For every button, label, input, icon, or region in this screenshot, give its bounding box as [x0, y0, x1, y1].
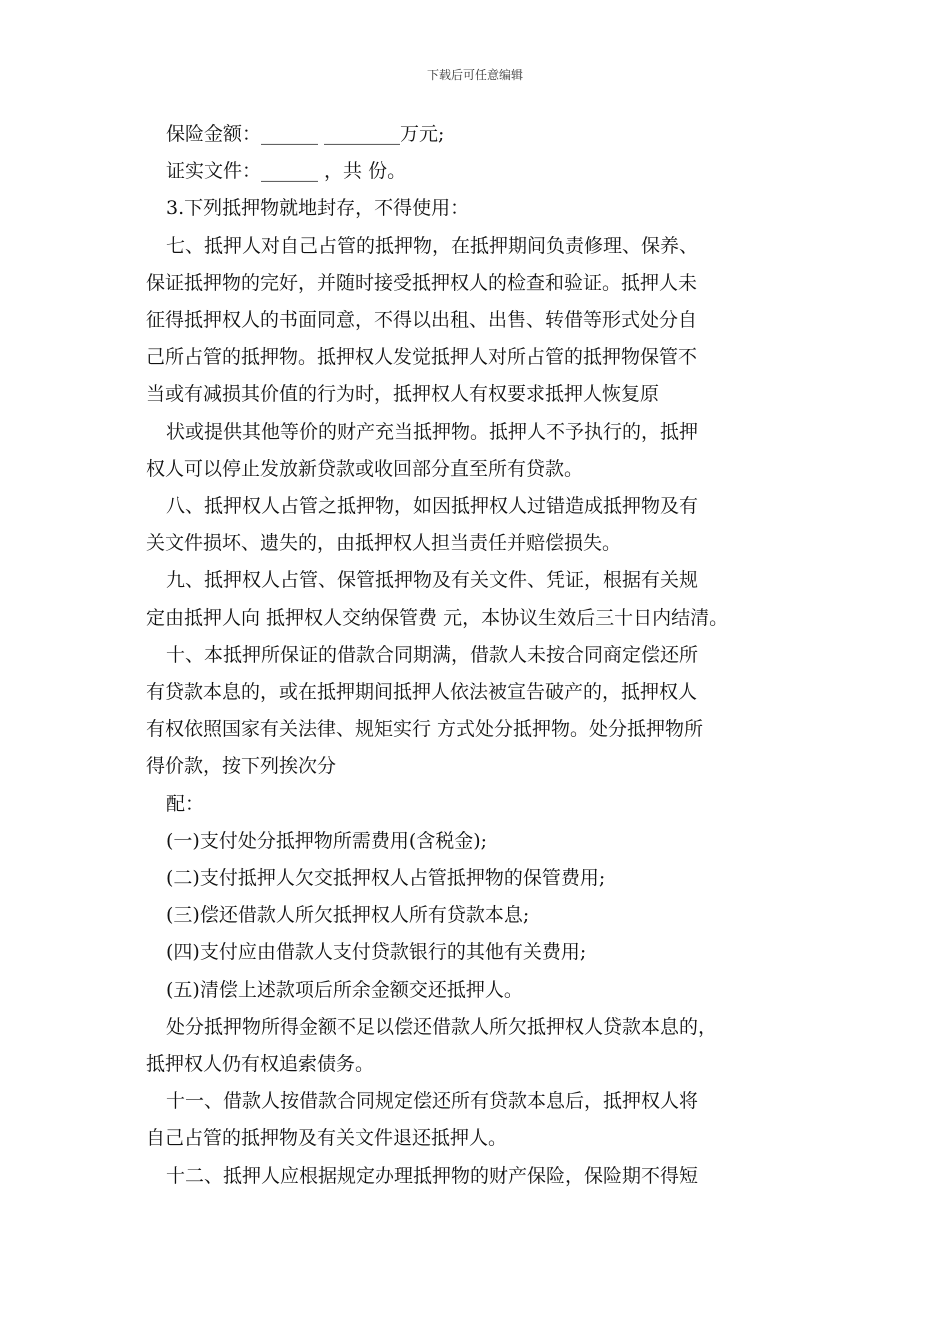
text-line: (四)支付应由借款人支付贷款银行的其他有关费用; [166, 941, 587, 964]
text-line: (三)偿还借款人所欠抵押权人所有贷款本息; [166, 904, 530, 927]
text-line: 当或有减损其价值的行为时，抵押权人有权要求抵押人恢复原 [146, 383, 660, 406]
page-header: 下载后可任意编辑 [426, 68, 523, 82]
text-line: 有权依照国家有关法律、规矩实行 方式处分抵押物。处分抵押物所 [146, 718, 704, 741]
text-line: 得价款，按下列挨次分 [146, 755, 337, 778]
text-line: 七、抵押人对自己占管的抵押物，在抵押期间负责修理、保养、 [166, 234, 699, 257]
text-line: 权人可以停止发放新贷款或收回部分直至所有贷款。 [146, 457, 584, 480]
text-line: 保证抵押物的完好，并随时接受抵押权人的检查和验证。抵押人未 [146, 271, 698, 294]
text-line: 十二、抵押人应根据规定办理抵押物的财产保险，保险期不得短 [166, 1164, 699, 1187]
text-line: 己所占管的抵押物。抵押权人发觉抵押人对所占管的抵押物保管不 [146, 346, 698, 369]
text-line: 状或提供其他等价的财产充当抵押物。抵押人不予执行的，抵押 [166, 420, 699, 443]
text-line: (二)支付抵押人欠交抵押权人占管抵押物的保管费用; [166, 867, 606, 890]
text-line: (一)支付处分抵押物所需费用(含税金); [166, 829, 488, 852]
text-line: 处分抵押物所得金额不足以偿还借款人所欠抵押权人贷款本息的， [166, 1015, 718, 1038]
text-line: 九、抵押权人占管、保管抵押物及有关文件、凭证，根据有关规 [166, 569, 699, 592]
text-line: 保险金额：______ ________万元; [166, 123, 445, 145]
text-line: 证实文件：______ ，共 份。 [166, 160, 407, 183]
text-line: 自己占管的抵押物及有关文件退还抵押人。 [146, 1127, 508, 1150]
text-line: 配： [166, 792, 205, 815]
text-line: 关文件损坏、遗失的，由抵押权人担当责任并赔偿损失。 [146, 532, 622, 555]
text-line: 3.下列抵押物就地封存，不得使用： [166, 197, 470, 220]
text-line: 十、本抵押所保证的借款合同期满，借款人未按合同商定偿还所 [166, 643, 699, 666]
text-line: (五)清偿上述款项后所余金额交还抵押人。 [166, 978, 523, 1001]
text-line: 八、抵押权人占管之抵押物，如因抵押权人过错造成抵押物及有 [166, 495, 699, 518]
text-line: 抵押权人仍有权追索债务。 [146, 1053, 375, 1076]
text-line: 有贷款本息的，或在抵押期间抵押人依法被宣告破产的，抵押权人 [146, 681, 698, 704]
text-line: 十一、借款人按借款合同规定偿还所有贷款本息后，抵押权人将 [166, 1090, 699, 1113]
text-line: 定由抵押人向 抵押权人交纳保管费 元，本协议生效后三十日内结清。 [146, 606, 729, 629]
document-body [146, 116, 826, 1195]
text-line: 征得抵押权人的书面同意，不得以出租、出售、转借等形式处分自 [146, 309, 698, 332]
